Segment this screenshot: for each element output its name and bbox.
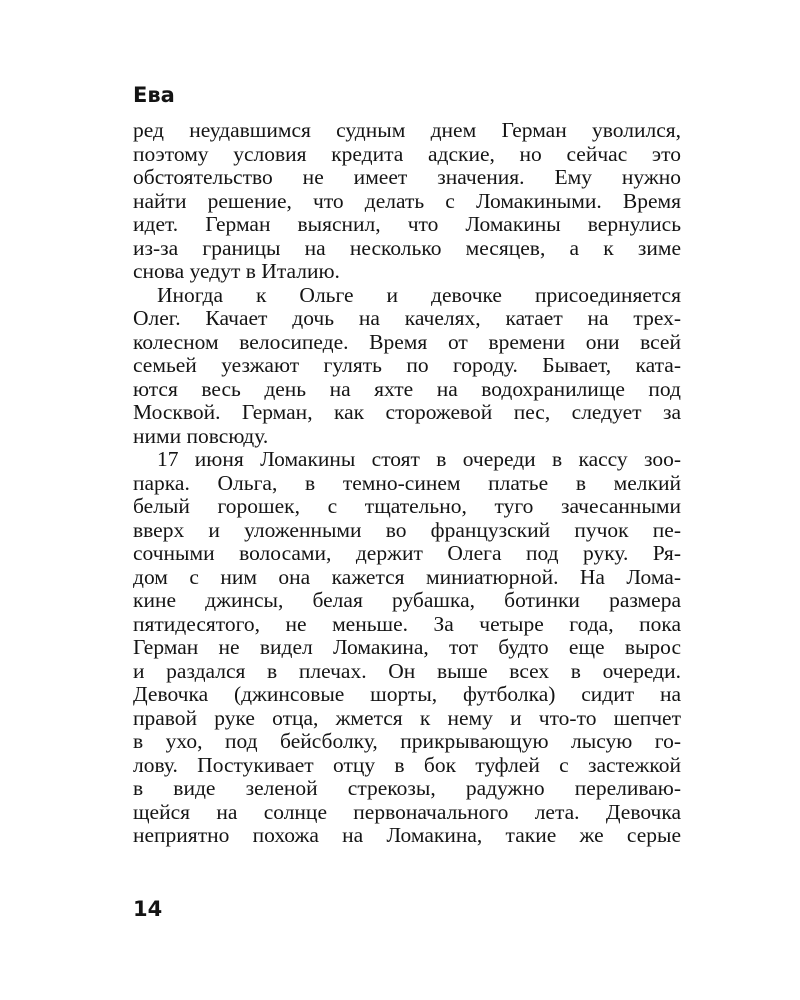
text-line: Олег. Качает дочь на качелях, катает на трех- xyxy=(133,306,681,330)
text-line: найти решение, что делать с Ломакиными. Время xyxy=(133,188,681,213)
text-line: снова уедут в Италию. xyxy=(133,259,340,283)
text-line: в виде зеленой стрекозы, радужно переливаю- xyxy=(133,776,681,800)
text-line: из-за границы на несколько месяцев, а к зиме xyxy=(133,235,681,260)
text-line: пятидесятого, не меньше. За четыре года, пока xyxy=(133,611,681,636)
text-line: лову. Постукивает отцу в бок туфлей с застежкой xyxy=(133,752,681,777)
text-line: семьей уезжают гулять по городу. Бывает, ката- xyxy=(133,353,681,377)
paragraph xyxy=(133,119,681,284)
text-line: и раздался в плечах. Он выше всех в очереди. xyxy=(133,658,681,683)
running-head: Ева xyxy=(133,83,175,107)
text-line: 17 июня Ломакины стоят в очереди в кассу зоо- xyxy=(157,447,681,471)
text-line: парка. Ольга, в темно-синем платье в мелкий xyxy=(133,470,681,495)
text-line: обстоятельство не имеет значения. Ему нужно xyxy=(133,165,681,189)
text-line: неприятно похожа на Ломакина, такие же серые xyxy=(133,823,681,847)
paragraph xyxy=(133,284,681,449)
text-line: кине джинсы, белая рубашка, ботинки размера xyxy=(133,588,681,612)
paragraph xyxy=(133,448,681,848)
text-line: вверх и уложенными во французский пучок пе- xyxy=(133,517,681,542)
text-line: дом с ним она кажется миниатюрной. На Лома- xyxy=(133,564,681,589)
page-number: 14 xyxy=(133,897,163,921)
text-line: ред неудавшимся судным днем Герман уволился, xyxy=(133,118,681,142)
text-line: Герман не видел Ломакина, тот будто еще вырос xyxy=(133,635,681,659)
text-line: Иногда к Ольге и девочке присоединяется xyxy=(157,282,681,307)
text-line: сочными волосами, держит Олега под руку. Ря- xyxy=(133,541,681,565)
text-line: Девочка (джинсовые шорты, футболка) сидит на xyxy=(133,682,681,706)
text-line: ними повсюду. xyxy=(133,423,269,448)
text-line: правой руке отца, жмется к нему и что-то шепчет xyxy=(133,705,681,730)
text-line: идет. Герман выяснил, что Ломакины вернулись xyxy=(133,212,681,236)
text-line: щейся на солнце первоначального лета. Девочка xyxy=(133,799,681,824)
body-text xyxy=(133,119,681,848)
text-line: ются весь день на яхте на водохранилище под xyxy=(133,376,681,401)
text-line: белый горошек, с тщательно, туго зачесанными xyxy=(133,494,681,518)
text-line: в ухо, под бейсболку, прикрывающую лысую го- xyxy=(133,729,681,753)
text-line: колесном велосипеде. Время от времени они всей xyxy=(133,329,681,354)
text-line: поэтому условия кредита адские, но сейчас это xyxy=(133,141,681,166)
text-line: Москвой. Герман, как сторожевой пес, следует за xyxy=(133,400,681,424)
